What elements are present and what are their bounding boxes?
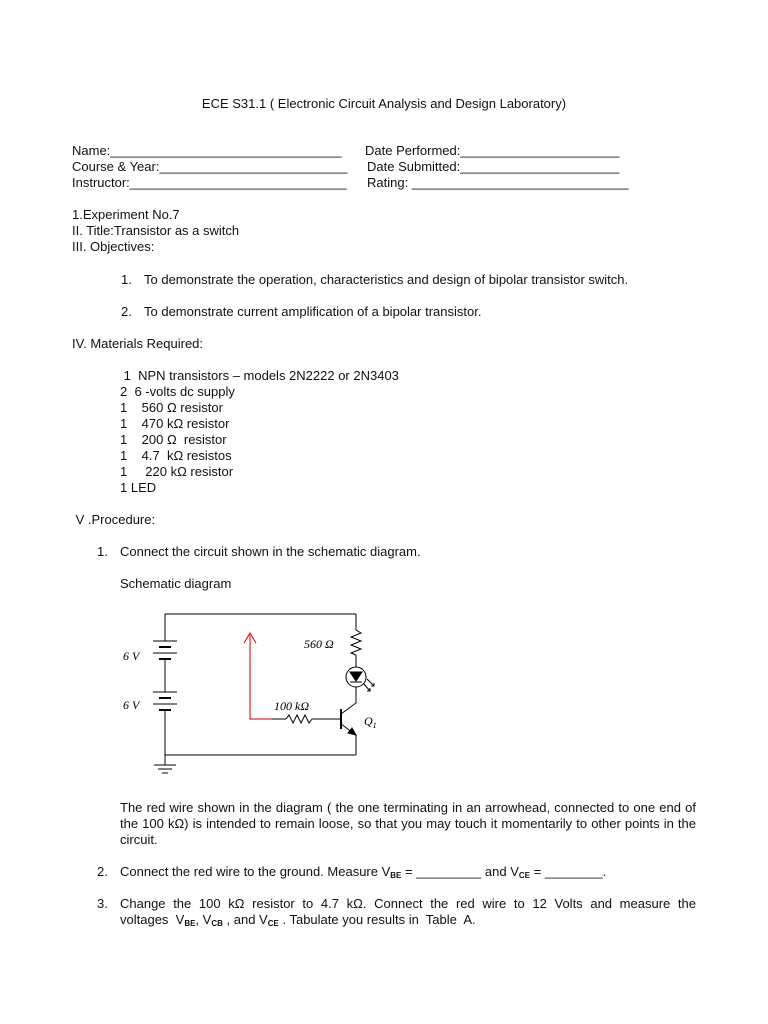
- step-number: 2.: [97, 864, 108, 879]
- led-icon: [346, 667, 374, 691]
- materials-heading: IV. Materials Required:: [72, 336, 204, 351]
- procedure-step-3-line-1: Change the 100 kΩ resistor to 4.7 kΩ. Connect the red wire to 12 Volts and measure the: [120, 896, 696, 911]
- procedure-step-1: Connect the circuit shown in the schematic diagram.: [120, 544, 421, 559]
- procedure-step-2: Connect the red wire to the ground. Measure $V_{BE}$ = _________ and $V_{CE}$ = ________.: [120, 864, 607, 880]
- material-item: 2 6 -volts dc supply: [120, 384, 235, 399]
- procedure-heading: V .Procedure:: [72, 512, 156, 527]
- transistor-q1-icon: [341, 703, 356, 735]
- objective-number: 2.: [121, 304, 132, 319]
- objectives-heading: III. Objectives:: [72, 239, 155, 254]
- material-item: 1 220 kΩ resistor: [120, 464, 234, 479]
- date-performed-field: Date Performed:______________________: [365, 143, 620, 158]
- transistor-label: $Q_1$: [364, 714, 377, 730]
- red-wire: [250, 635, 272, 719]
- material-item: 1 200 Ω resistor: [120, 432, 227, 447]
- step-number: 1.: [97, 544, 108, 559]
- experiment-number: 1.Experiment No.7: [72, 207, 180, 222]
- material-item: 1 NPN transistors – models 2N2222 or 2N3403: [120, 368, 399, 383]
- material-item: 1 LED: [120, 480, 157, 495]
- material-item: 1 470 kΩ resistor: [120, 416, 230, 431]
- experiment-title: II. Title:Transistor as a switch: [72, 223, 240, 238]
- date-submitted-field: Date Submitted:______________________: [367, 159, 620, 174]
- resistor-560-label: 560 Ω: [304, 637, 334, 651]
- resistor-100k-icon: [286, 715, 312, 723]
- step-number: 3.: [97, 896, 108, 911]
- objective-item: To demonstrate the operation, characteristics and design of bipolar transistor switch.: [144, 272, 629, 287]
- objective-item: To demonstrate current amplification of a bipolar transistor.: [144, 304, 482, 319]
- material-item: 1 560 Ω resistor: [120, 400, 223, 415]
- battery-1-label: 6 V: [123, 649, 140, 663]
- schematic-label: Schematic diagram: [120, 576, 232, 591]
- course-year-field: Course & Year:__________________________: [72, 159, 348, 174]
- material-item: 1 4.7 kΩ resistos: [120, 448, 232, 463]
- battery-2-icon: [153, 692, 177, 710]
- procedure-step-3-line-2: voltages $V_{BE}$, $V_{CB}$ , and $V_{CE}$ . Tabulate you results in Table A.: [120, 912, 476, 928]
- instructor-field: Instructor:______________________________: [72, 175, 347, 190]
- rating-field: Rating: ______________________________: [367, 175, 629, 190]
- name-field: Name:________________________________: [72, 143, 342, 158]
- schematic-diagram: [110, 605, 410, 785]
- resistor-560-icon: [351, 630, 361, 655]
- resistor-100k-label: 100 kΩ: [274, 699, 310, 713]
- ground-icon: [154, 755, 176, 773]
- objective-number: 1.: [121, 272, 132, 287]
- red-wire-note: The red wire shown in the diagram ( the one terminating in an arrowhead, connected to one end of the 100 kΩ) is intended to remain loose, so that you may touch it momentarily to other points in the circuit.: [120, 800, 696, 847]
- battery-2-label: 6 V: [123, 698, 140, 712]
- battery-1-icon: [153, 641, 177, 659]
- page-title: ECE S31.1 ( Electronic Circuit Analysis and Design Laboratory): [201, 96, 567, 111]
